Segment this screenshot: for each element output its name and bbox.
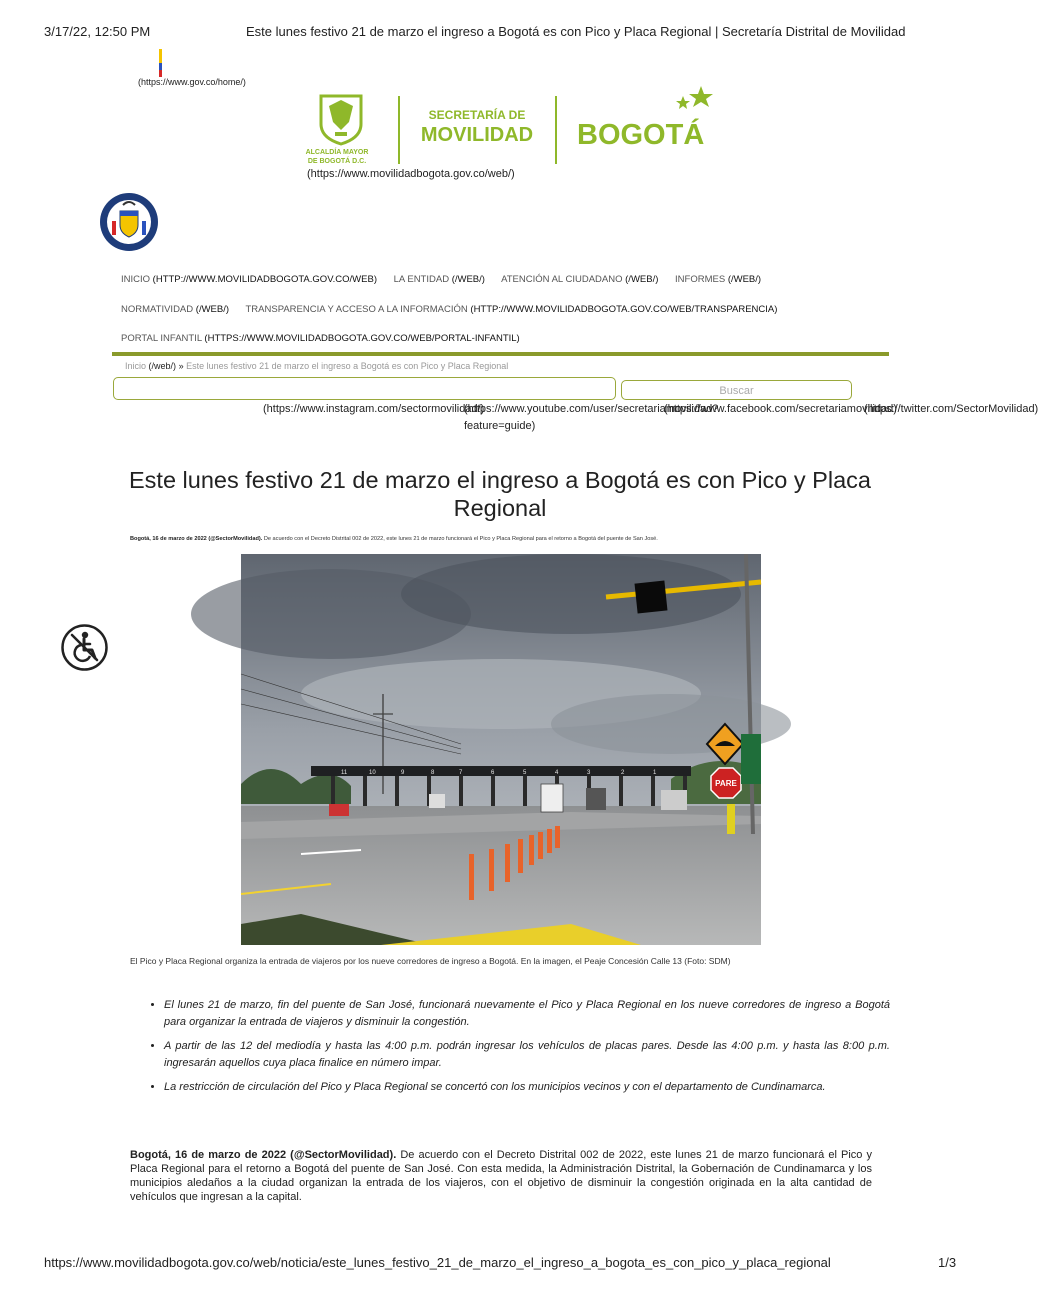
gov-co-link[interactable]: (https://www.gov.co/home/) [138, 77, 246, 87]
highlight-item: • A partir de las 12 del mediodía y hasta las 4:00 p.m. podrán ingresar los vehículos de placas pares. Desde las 4:00 p.m. y hasta las 8:00 p.m. ingresarán aquellos cuya placa finalice en número impar. [164, 1038, 890, 1071]
svg-text:10: 10 [369, 770, 376, 776]
svg-text:11: 11 [341, 770, 348, 776]
main-nav-row-1 [121, 274, 775, 285]
facebook-link[interactable]: (https://www.facebook.com/secretariamovilidad) [664, 403, 897, 415]
highlight-item: • La restricción de circulación del Pico y Placa Regional se concertó con los municipios vecinos y con el departamento de Cundinamarca. [164, 1079, 890, 1096]
print-url: https://www.movilidadbogota.gov.co/web/noticia/este_lunes_festivo_21_de_marzo_el_ingreso_a_bogota_es_con_pico_y_placa_regional [44, 1255, 831, 1270]
bogota-shield-icon [321, 96, 361, 144]
lead-dateline: Bogotá, 16 de marzo de 2022 (@SectorMovilidad). [130, 536, 263, 542]
article-highlights [146, 997, 890, 1104]
body-dateline: Bogotá, 16 de marzo de 2022 (@SectorMovilidad). [130, 1149, 397, 1161]
secretaria-text: SECRETARÍA DE [428, 108, 526, 122]
main-nav-row-2 [121, 304, 791, 315]
print-page-title: Este lunes festivo 21 de marzo el ingreso a Bogotá es con Pico y Placa Regional | Secretaría Distrital de Movilidad [246, 24, 906, 39]
alcaldia-line2: DE BOGOTÁ D.C. [307, 158, 367, 165]
accessibility-icon[interactable] [61, 624, 108, 671]
article-photo-toll-plaza [241, 554, 761, 945]
photo-caption: El Pico y Placa Regional organiza la entrada de viajeros por los nueve corredores de ingreso a Bogotá. En la imagen, el Peaje Concesión Calle 13 (Foto: SDM) [130, 956, 731, 966]
movilidad-home-link[interactable]: (https://www.movilidadbogota.gov.co/web/) [307, 168, 515, 180]
nav-inicio[interactable]: INICIO (HTTP://WWW.MOVILIDADBOGOTA.GOV.CO/WEB) [121, 274, 377, 285]
search-input[interactable] [113, 377, 616, 400]
nav-divider [112, 352, 889, 356]
svg-text:1: 1 [653, 770, 657, 776]
print-datetime: 3/17/22, 12:50 PM [44, 24, 151, 39]
breadcrumb-separator: » [178, 361, 184, 371]
main-nav-row-3 [121, 333, 534, 344]
article-body [130, 1148, 872, 1204]
instagram-link[interactable]: (https://www.instagram.com/sectormovilidad/) [263, 403, 485, 415]
nav-la-entidad[interactable]: LA ENTIDAD (/WEB/) [393, 274, 485, 285]
highlight-item: • El lunes 21 de marzo, fin del puente de San José, funcionará nuevamente el Pico y Placa Regional en los nueve corredores de ingreso a Bogotá para organizar la entrada de viajeros y disminuir la congestión. [164, 997, 890, 1030]
logo-graphic [305, 86, 725, 170]
twitter-link[interactable]: (https://twitter.com/SectorMovilidad) [864, 403, 1038, 415]
svg-text:9: 9 [401, 770, 405, 776]
pare-sign: PARE [715, 779, 737, 788]
movilidad-text: MOVILIDAD [420, 124, 534, 146]
article-title: Este lunes festivo 21 de marzo el ingreso a Bogotá es con Pico y Placa Regional [129, 467, 871, 521]
bogota-stars-icon [676, 86, 713, 109]
svg-text:3: 3 [587, 770, 591, 776]
nav-informes[interactable]: INFORMES (/WEB/) [675, 274, 762, 285]
article-lead [130, 536, 658, 542]
nav-portal-infantil[interactable]: PORTAL INFANTIL (HTTPS://WWW.MOVILIDADBOGOTA.GOV.CO/WEB/PORTAL-INFANTIL) [121, 333, 520, 344]
gov-co-flag-icon[interactable] [159, 49, 162, 77]
body-text: De acuerdo con el Decreto Distrital 002 de 2022, este lunes 21 de marzo funcionará el Pico y Placa Regional para el retorno a Bogotá del puente de San José. Con esta medida, la Administración Distrital, la Gobernación de Cundinamarca y los municipios aledaños a la ciudad organizan la entrada de los viajeros, con el objetivo de disminuir la congestión originada en la alta cantidad de vehículos que ingresan a la capital. [130, 1149, 872, 1203]
svg-text:4: 4 [555, 770, 559, 776]
alcaldia-line1: ALCALDÍA MAYOR [305, 149, 369, 156]
movilidad-logo[interactable] [305, 86, 725, 170]
search-button[interactable]: Buscar [621, 380, 852, 400]
breadcrumb-current: Este lunes festivo 21 de marzo el ingreso a Bogotá es con Pico y Placa Regional [186, 361, 509, 371]
print-page-number: 1/3 [938, 1255, 957, 1270]
lead-text: De acuerdo con el Decreto Distrital 002 de 2022, este lunes 21 de marzo funcionará el Pico y Placa Regional para el retorno a Bogotá del puente de San José. [262, 536, 658, 542]
svg-text:2: 2 [621, 770, 625, 776]
svg-text:6: 6 [491, 770, 495, 776]
breadcrumb-home[interactable]: Inicio (/web/) [125, 361, 177, 371]
colombia-seal-icon [100, 193, 158, 251]
youtube-link-cont[interactable]: feature=guide) [464, 420, 536, 432]
nav-normatividad[interactable]: NORMATIVIDAD (/WEB/) [121, 304, 230, 315]
youtube-link[interactable]: (https://www.youtube.com/user/secretariamovilidad? [464, 403, 719, 415]
nav-atencion-ciudadano[interactable]: ATENCIÓN AL CIUDADANO (/WEB/) [501, 274, 659, 285]
svg-text:7: 7 [459, 770, 463, 776]
breadcrumb [125, 361, 508, 371]
svg-text:8: 8 [431, 770, 435, 776]
nav-transparencia[interactable]: TRANSPARENCIA Y ACCESO A LA INFORMACIÓN (HTTP://WWW.MOVILIDADBOGOTA.GOV.CO/WEB/TRANSPARENCIA) [245, 304, 778, 315]
svg-text:5: 5 [523, 770, 527, 776]
bogota-text: BOGOTÁ [577, 119, 705, 151]
